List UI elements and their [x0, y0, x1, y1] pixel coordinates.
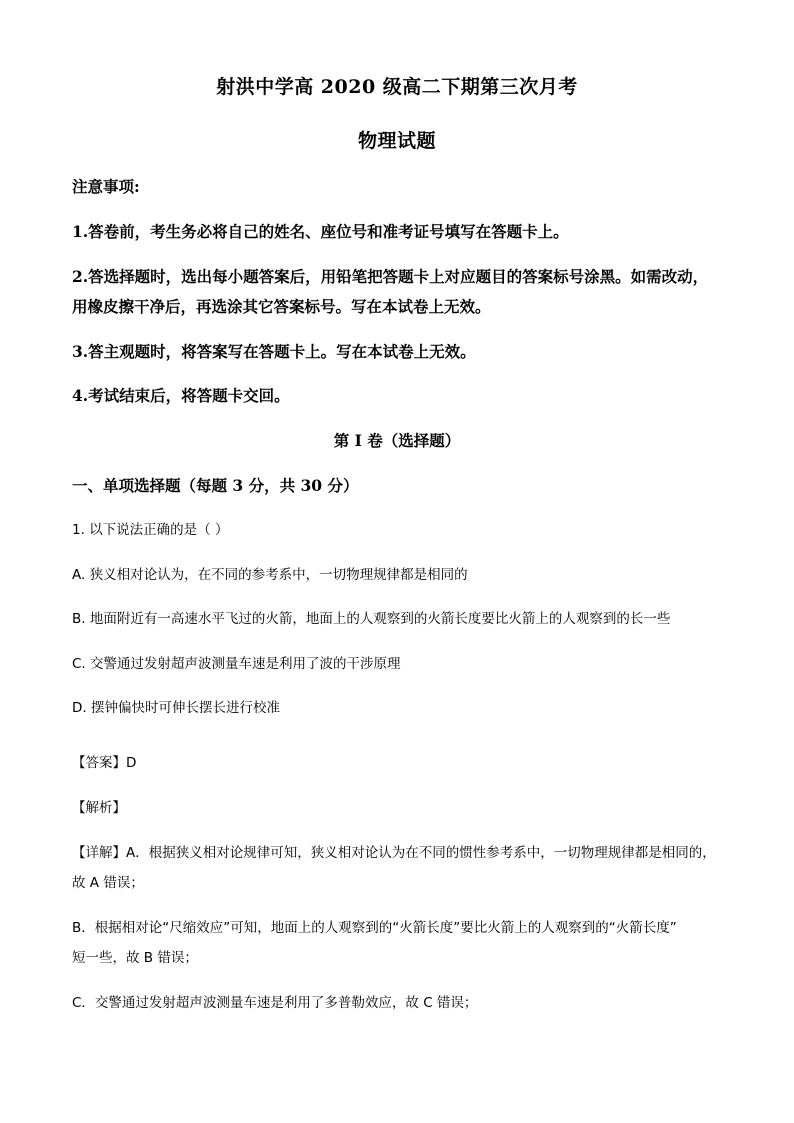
note-item-1: 1.答卷前，考生务必将自己的姓名、座位号和准考证号填写在答题卡上。 — [72, 222, 569, 241]
note-item-2: 2.答选择题时，选出每小题答案后，用铅笔把答题卡上对应题目的答案标号涂黑。如需改动， — [72, 267, 709, 286]
answer-value: D — [126, 755, 137, 771]
question-stem: 1. 以下说法正确的是（ ） — [72, 522, 229, 538]
note-item-4: 4.考试结束后，将答题卡交回。 — [72, 386, 290, 405]
detail-line-5: C．交警通过发射超声波测量车速是利用了多普勒效应，故 C 错误； — [72, 995, 478, 1011]
answer-label: 【答案】 — [72, 755, 126, 771]
option-c: C. 交警通过发射超声波测量车速是利用了波的干涉原理 — [72, 656, 401, 672]
detail-line-2: 故 A 错误； — [72, 875, 144, 891]
answer-line — [72, 752, 732, 774]
detail-line-1: 【详解】A．根据狭义相对论规律可知，狭义相对论认为在不同的惯性参考系中，一切物理规律都是相同的， — [72, 845, 716, 861]
exam-title: 射洪中学高 2020 级高二下期第三次月考 — [216, 76, 578, 98]
option-b: B. 地面附近有一高速水平飞过的火箭，地面上的人观察到的火箭长度要比火箭上的人观察到的长一些 — [72, 611, 671, 627]
volume-title: 第 I 卷（选择题） — [333, 431, 461, 450]
notes-heading: 注意事项: — [72, 177, 140, 196]
option-a: A. 狭义相对论认为，在不同的参考系中，一切物理规律都是相同的 — [72, 567, 468, 583]
part-title: 一、单项选择题（每题 3 分，共 30 分） — [72, 476, 359, 495]
subject-title: 物理试题 — [357, 130, 436, 152]
note-item-2-cont: 用橡皮擦干净后，再选涂其它答案标号。写在本试卷上无效。 — [72, 297, 491, 316]
note-item-3: 3.答主观题时，将答案写在答题卡上。写在本试卷上无效。 — [72, 342, 476, 361]
detail-line-4: 短一些，故 B 错误； — [72, 950, 198, 966]
analysis-label: 【解析】 — [72, 800, 126, 816]
option-d: D. 摆钟偏快时可伸长摆长进行校准 — [72, 700, 280, 716]
detail-line-3: B．根据相对论“尺缩效应”可知，地面上的人观察到的“火箭长度”要比火箭上的人观察到的“火箭长度” — [72, 920, 677, 936]
